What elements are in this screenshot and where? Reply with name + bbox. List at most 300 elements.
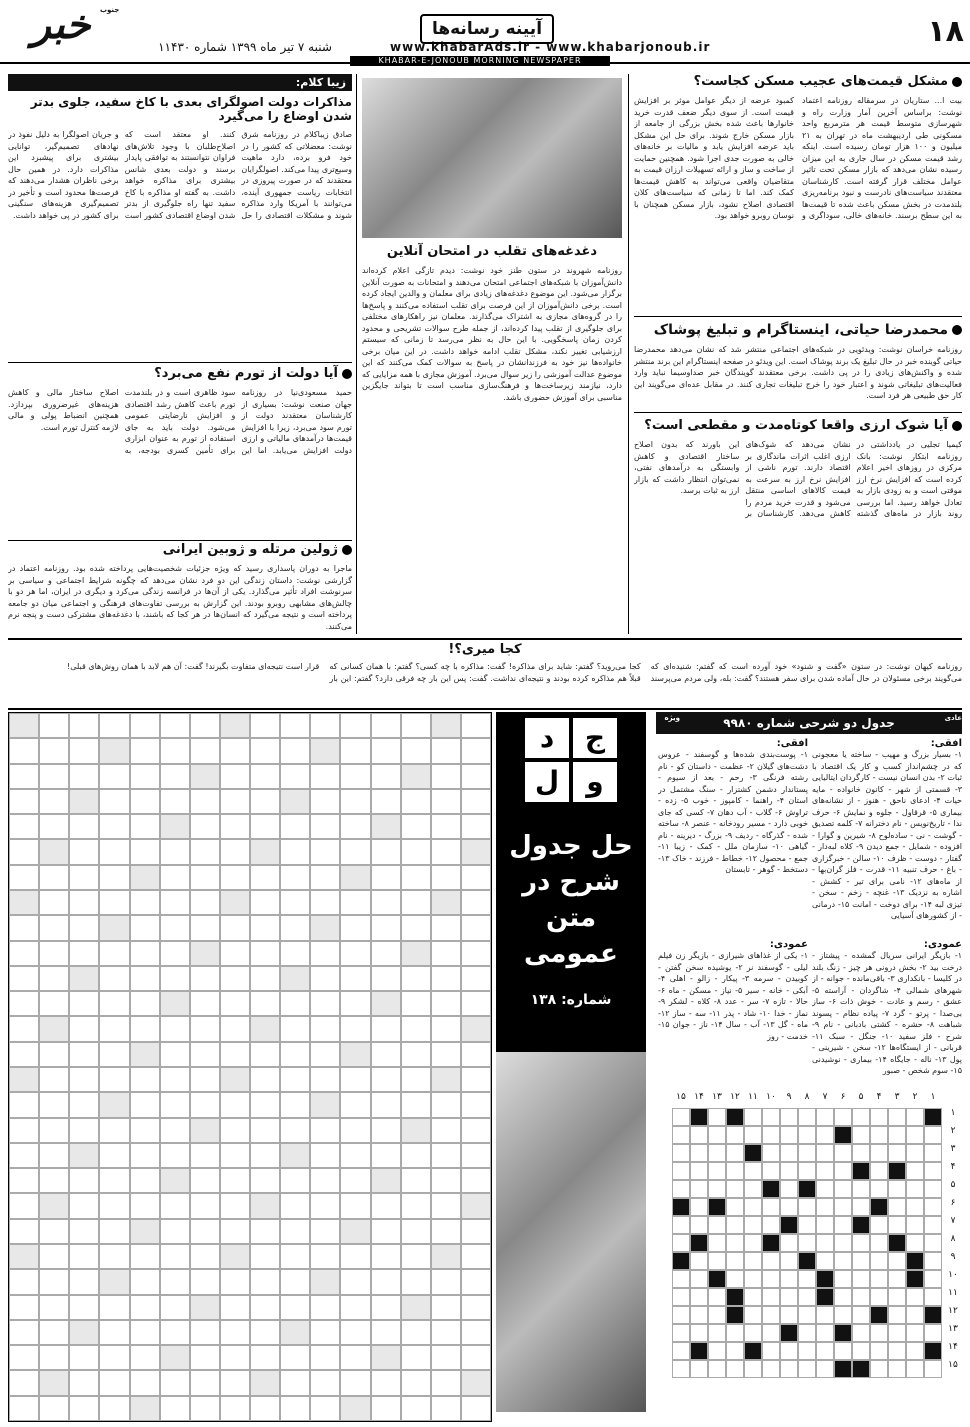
crossword-cell[interactable] <box>401 1396 431 1421</box>
crossword-cell[interactable] <box>834 1288 852 1306</box>
crossword-cell[interactable] <box>130 1092 160 1117</box>
crossword-cell[interactable] <box>190 1042 220 1067</box>
crossword-cell[interactable] <box>762 1306 780 1324</box>
website-links[interactable]: www.khabarAds.ir - www.khabarjonoub.ir <box>390 40 711 54</box>
crossword-cell[interactable] <box>220 814 250 839</box>
crossword-cell[interactable] <box>250 1345 280 1370</box>
crossword-cell[interactable] <box>834 1234 852 1252</box>
crossword-cell[interactable] <box>130 1370 160 1395</box>
crossword-cell[interactable] <box>924 1360 942 1378</box>
crossword-cell[interactable] <box>99 839 129 864</box>
crossword-cell[interactable] <box>852 1252 870 1270</box>
crossword-cell[interactable] <box>190 713 220 738</box>
crossword-cell[interactable] <box>160 1244 190 1269</box>
crossword-cell[interactable] <box>220 1370 250 1395</box>
crossword-cell[interactable] <box>708 1360 726 1378</box>
crossword-cell[interactable] <box>401 789 431 814</box>
crossword-cell[interactable] <box>401 1320 431 1345</box>
crossword-cell[interactable] <box>130 814 160 839</box>
crossword-cell[interactable] <box>870 1126 888 1144</box>
crossword-cell[interactable] <box>39 915 69 940</box>
crossword-cell[interactable] <box>798 1108 816 1126</box>
crossword-cell[interactable] <box>190 1345 220 1370</box>
crossword-cell[interactable] <box>780 1108 798 1126</box>
crossword-cell[interactable] <box>401 1345 431 1370</box>
crossword-cell[interactable] <box>220 1168 250 1193</box>
crossword-cell[interactable] <box>816 1180 834 1198</box>
crossword-cell[interactable] <box>852 1342 870 1360</box>
crossword-cell[interactable] <box>160 941 190 966</box>
crossword-cell[interactable] <box>69 1042 99 1067</box>
crossword-cell[interactable] <box>461 1396 491 1421</box>
crossword-cell[interactable] <box>160 1396 190 1421</box>
crossword-cell[interactable] <box>99 1244 129 1269</box>
crossword-cell[interactable] <box>340 1092 370 1117</box>
crossword-cell[interactable] <box>690 1270 708 1288</box>
crossword-cell[interactable] <box>190 890 220 915</box>
crossword-cell[interactable] <box>220 1396 250 1421</box>
crossword-cell[interactable] <box>250 814 280 839</box>
crossword-cell[interactable] <box>431 991 461 1016</box>
crossword-cell[interactable] <box>220 1269 250 1294</box>
crossword-cell[interactable] <box>762 1288 780 1306</box>
crossword-cell[interactable] <box>461 865 491 890</box>
crossword-cell[interactable] <box>870 1360 888 1378</box>
crossword-cell[interactable] <box>280 738 310 763</box>
crossword-cell[interactable] <box>726 1144 744 1162</box>
crossword-cell[interactable] <box>401 1042 431 1067</box>
crossword-cell[interactable] <box>130 789 160 814</box>
crossword-cell[interactable] <box>834 1162 852 1180</box>
crossword-cell[interactable] <box>340 1143 370 1168</box>
crossword-cell[interactable] <box>190 1219 220 1244</box>
crossword-cell[interactable] <box>834 1306 852 1324</box>
crossword-cell[interactable] <box>762 1252 780 1270</box>
crossword-cell[interactable] <box>888 1288 906 1306</box>
crossword-cell[interactable] <box>690 1306 708 1324</box>
crossword-cell[interactable] <box>461 1067 491 1092</box>
crossword-cell[interactable] <box>39 1345 69 1370</box>
crossword-cell[interactable] <box>99 1168 129 1193</box>
crossword-grid[interactable] <box>656 1092 962 1422</box>
crossword-cell[interactable] <box>280 764 310 789</box>
crossword-cell[interactable] <box>9 1345 39 1370</box>
crossword-cell[interactable] <box>9 1295 39 1320</box>
crossword-cell[interactable] <box>888 1342 906 1360</box>
crossword-cell[interactable] <box>250 789 280 814</box>
crossword-cell[interactable] <box>798 1360 816 1378</box>
crossword-cell[interactable] <box>340 1269 370 1294</box>
crossword-cell[interactable] <box>250 738 280 763</box>
crossword-cell[interactable] <box>888 1144 906 1162</box>
crossword-cell[interactable] <box>250 1219 280 1244</box>
crossword-cell[interactable] <box>160 1016 190 1041</box>
crossword-cell[interactable] <box>780 1360 798 1378</box>
crossword-cell[interactable] <box>310 941 340 966</box>
crossword-cell[interactable] <box>461 1168 491 1193</box>
crossword-cell[interactable] <box>130 713 160 738</box>
crossword-cell[interactable] <box>9 1219 39 1244</box>
crossword-cell[interactable] <box>190 1168 220 1193</box>
crossword-cell[interactable] <box>726 1126 744 1144</box>
crossword-cell[interactable] <box>220 1042 250 1067</box>
crossword-cell[interactable] <box>190 1067 220 1092</box>
crossword-cell[interactable] <box>130 1143 160 1168</box>
crossword-cell[interactable] <box>190 991 220 1016</box>
crossword-cell[interactable] <box>431 738 461 763</box>
crossword-cell[interactable] <box>220 1118 250 1143</box>
crossword-cell[interactable] <box>744 1252 762 1270</box>
crossword-cell[interactable] <box>9 789 39 814</box>
crossword-cell[interactable] <box>280 991 310 1016</box>
crossword-cell[interactable] <box>130 1345 160 1370</box>
crossword-cell[interactable] <box>250 1118 280 1143</box>
crossword-cell[interactable] <box>924 1180 942 1198</box>
crossword-cell[interactable] <box>401 1168 431 1193</box>
crossword-cell[interactable] <box>69 1016 99 1041</box>
crossword-cell[interactable] <box>69 941 99 966</box>
crossword-cell[interactable] <box>250 915 280 940</box>
crossword-cell[interactable] <box>816 1144 834 1162</box>
crossword-cell[interactable] <box>816 1234 834 1252</box>
crossword-cell[interactable] <box>834 1180 852 1198</box>
crossword-cell[interactable] <box>708 1324 726 1342</box>
crossword-cell[interactable] <box>834 1342 852 1360</box>
crossword-cell[interactable] <box>924 1162 942 1180</box>
crossword-cell[interactable] <box>190 789 220 814</box>
crossword-cell[interactable] <box>250 1168 280 1193</box>
crossword-cell[interactable] <box>726 1198 744 1216</box>
crossword-cell[interactable] <box>340 1016 370 1041</box>
crossword-cell[interactable] <box>310 1370 340 1395</box>
crossword-cell[interactable] <box>340 814 370 839</box>
crossword-cell[interactable] <box>371 1269 401 1294</box>
crossword-cell[interactable] <box>310 1345 340 1370</box>
crossword-cell[interactable] <box>190 1092 220 1117</box>
crossword-cell[interactable] <box>690 1360 708 1378</box>
crossword-cell[interactable] <box>9 1168 39 1193</box>
crossword-cell[interactable] <box>160 1042 190 1067</box>
crossword-cell[interactable] <box>461 890 491 915</box>
crossword-cell[interactable] <box>672 1180 690 1198</box>
crossword-cell[interactable] <box>726 1360 744 1378</box>
crossword-cell[interactable] <box>340 839 370 864</box>
crossword-cell[interactable] <box>69 1219 99 1244</box>
crossword-cell[interactable] <box>888 1108 906 1126</box>
crossword-cell[interactable] <box>280 1219 310 1244</box>
crossword-cell[interactable] <box>906 1324 924 1342</box>
crossword-cell[interactable] <box>798 1342 816 1360</box>
crossword-cell[interactable] <box>39 1118 69 1143</box>
crossword-cell[interactable] <box>371 738 401 763</box>
crossword-cell[interactable] <box>39 1295 69 1320</box>
crossword-cell[interactable] <box>130 1244 160 1269</box>
crossword-cell[interactable] <box>798 1324 816 1342</box>
crossword-cell[interactable] <box>220 991 250 1016</box>
crossword-cell[interactable] <box>924 1126 942 1144</box>
crossword-cell[interactable] <box>780 1342 798 1360</box>
crossword-cell[interactable] <box>190 1244 220 1269</box>
crossword-cell[interactable] <box>9 966 39 991</box>
crossword-cell[interactable] <box>906 1162 924 1180</box>
crossword-cell[interactable] <box>130 890 160 915</box>
crossword-cell[interactable] <box>69 713 99 738</box>
crossword-cell[interactable] <box>69 1168 99 1193</box>
crossword-cell[interactable] <box>99 1396 129 1421</box>
crossword-cell[interactable] <box>744 1180 762 1198</box>
crossword-cell[interactable] <box>798 1306 816 1324</box>
crossword-cell[interactable] <box>310 966 340 991</box>
crossword-cell[interactable] <box>250 1295 280 1320</box>
crossword-cell[interactable] <box>340 966 370 991</box>
crossword-cell[interactable] <box>9 915 39 940</box>
crossword-cell[interactable] <box>852 1234 870 1252</box>
crossword-cell[interactable] <box>431 1295 461 1320</box>
crossword-cell[interactable] <box>780 1162 798 1180</box>
crossword-cell[interactable] <box>39 1067 69 1092</box>
crossword-cell[interactable] <box>310 1168 340 1193</box>
crossword-cell[interactable] <box>340 1193 370 1218</box>
crossword-cell[interactable] <box>672 1216 690 1234</box>
crossword-cell[interactable] <box>708 1216 726 1234</box>
crossword-cell[interactable] <box>401 1067 431 1092</box>
crossword-cell[interactable] <box>906 1234 924 1252</box>
crossword-cell[interactable] <box>798 1216 816 1234</box>
crossword-cell[interactable] <box>461 789 491 814</box>
crossword-cell[interactable] <box>69 839 99 864</box>
crossword-cell[interactable] <box>401 966 431 991</box>
crossword-cell[interactable] <box>401 991 431 1016</box>
crossword-cell[interactable] <box>340 1295 370 1320</box>
crossword-cell[interactable] <box>906 1198 924 1216</box>
crossword-cell[interactable] <box>401 1143 431 1168</box>
crossword-cell[interactable] <box>744 1360 762 1378</box>
crossword-cell[interactable] <box>9 1118 39 1143</box>
crossword-cell[interactable] <box>99 1143 129 1168</box>
crossword-cell[interactable] <box>69 764 99 789</box>
crossword-cell[interactable] <box>371 1295 401 1320</box>
crossword-cell[interactable] <box>190 865 220 890</box>
crossword-cell[interactable] <box>816 1252 834 1270</box>
crossword-cell[interactable] <box>250 1320 280 1345</box>
crossword-cell[interactable] <box>130 1269 160 1294</box>
crossword-cell[interactable] <box>310 865 340 890</box>
crossword-cell[interactable] <box>9 991 39 1016</box>
crossword-cell[interactable] <box>726 1180 744 1198</box>
crossword-cell[interactable] <box>371 839 401 864</box>
crossword-cell[interactable] <box>672 1162 690 1180</box>
crossword-cell[interactable] <box>190 1016 220 1041</box>
crossword-cell[interactable] <box>250 764 280 789</box>
crossword-cell[interactable] <box>280 941 310 966</box>
crossword-cell[interactable] <box>708 1162 726 1180</box>
crossword-cell[interactable] <box>39 1269 69 1294</box>
crossword-cell[interactable] <box>160 915 190 940</box>
crossword-cell[interactable] <box>220 1092 250 1117</box>
crossword-cell[interactable] <box>798 1144 816 1162</box>
crossword-cell[interactable] <box>816 1306 834 1324</box>
crossword-cell[interactable] <box>672 1324 690 1342</box>
crossword-cell[interactable] <box>690 1288 708 1306</box>
crossword-cell[interactable] <box>852 1324 870 1342</box>
crossword-cell[interactable] <box>816 1360 834 1378</box>
crossword-cell[interactable] <box>816 1108 834 1126</box>
crossword-cell[interactable] <box>744 1216 762 1234</box>
crossword-cell[interactable] <box>9 839 39 864</box>
crossword-cell[interactable] <box>762 1216 780 1234</box>
crossword-cell[interactable] <box>708 1144 726 1162</box>
crossword-cell[interactable] <box>744 1306 762 1324</box>
crossword-cell[interactable] <box>834 1198 852 1216</box>
crossword-cell[interactable] <box>690 1252 708 1270</box>
crossword-cell[interactable] <box>870 1180 888 1198</box>
crossword-cell[interactable] <box>340 789 370 814</box>
crossword-cell[interactable] <box>924 1198 942 1216</box>
crossword-cell[interactable] <box>250 1396 280 1421</box>
crossword-cell[interactable] <box>130 738 160 763</box>
crossword-cell[interactable] <box>99 890 129 915</box>
crossword-cell[interactable] <box>672 1270 690 1288</box>
crossword-cell[interactable] <box>69 1370 99 1395</box>
crossword-cell[interactable] <box>310 839 340 864</box>
crossword-cell[interactable] <box>310 1219 340 1244</box>
crossword-cell[interactable] <box>744 1324 762 1342</box>
crossword-cell[interactable] <box>834 1270 852 1288</box>
crossword-cell[interactable] <box>726 1342 744 1360</box>
crossword-cell[interactable] <box>431 1016 461 1041</box>
crossword-cell[interactable] <box>401 865 431 890</box>
crossword-cell[interactable] <box>431 1320 461 1345</box>
crossword-cell[interactable] <box>220 1320 250 1345</box>
crossword-cell[interactable] <box>431 789 461 814</box>
crossword-cell[interactable] <box>280 1118 310 1143</box>
crossword-cell[interactable] <box>99 713 129 738</box>
crossword-cell[interactable] <box>190 1143 220 1168</box>
crossword-cell[interactable] <box>708 1180 726 1198</box>
crossword-cell[interactable] <box>780 1234 798 1252</box>
crossword-cell[interactable] <box>310 1193 340 1218</box>
crossword-cell[interactable] <box>39 789 69 814</box>
crossword-cell[interactable] <box>870 1216 888 1234</box>
crossword-cell[interactable] <box>690 1324 708 1342</box>
crossword-cell[interactable] <box>924 1144 942 1162</box>
crossword-cell[interactable] <box>190 1370 220 1395</box>
crossword-cell[interactable] <box>310 1320 340 1345</box>
crossword-cell[interactable] <box>431 1193 461 1218</box>
crossword-cell[interactable] <box>130 839 160 864</box>
crossword-cell[interactable] <box>726 1234 744 1252</box>
crossword-cell[interactable] <box>816 1216 834 1234</box>
crossword-cell[interactable] <box>401 1370 431 1395</box>
crossword-cell[interactable] <box>310 1042 340 1067</box>
crossword-cell[interactable] <box>762 1126 780 1144</box>
crossword-cell[interactable] <box>280 839 310 864</box>
crossword-cell[interactable] <box>744 1270 762 1288</box>
crossword-cell[interactable] <box>130 941 160 966</box>
crossword-cell[interactable] <box>888 1270 906 1288</box>
crossword-cell[interactable] <box>250 966 280 991</box>
crossword-cell[interactable] <box>371 1016 401 1041</box>
crossword-cell[interactable] <box>130 966 160 991</box>
crossword-cell[interactable] <box>130 1295 160 1320</box>
crossword-cell[interactable] <box>340 738 370 763</box>
crossword-cell[interactable] <box>220 1219 250 1244</box>
crossword-cell[interactable] <box>690 1216 708 1234</box>
crossword-cell[interactable] <box>220 764 250 789</box>
crossword-cell[interactable] <box>160 713 190 738</box>
crossword-cell[interactable] <box>431 1042 461 1067</box>
crossword-cell[interactable] <box>99 966 129 991</box>
crossword-cell[interactable] <box>852 1108 870 1126</box>
crossword-cell[interactable] <box>99 1016 129 1041</box>
crossword-cell[interactable] <box>672 1288 690 1306</box>
crossword-cell[interactable] <box>39 1396 69 1421</box>
crossword-cell[interactable] <box>744 1126 762 1144</box>
crossword-cell[interactable] <box>99 865 129 890</box>
crossword-cell[interactable] <box>726 1162 744 1180</box>
crossword-cell[interactable] <box>371 915 401 940</box>
crossword-cell[interactable] <box>99 991 129 1016</box>
crossword-cell[interactable] <box>250 991 280 1016</box>
crossword-cell[interactable] <box>371 1193 401 1218</box>
crossword-cell[interactable] <box>762 1360 780 1378</box>
crossword-cell[interactable] <box>870 1108 888 1126</box>
crossword-cell[interactable] <box>160 1143 190 1168</box>
crossword-cell[interactable] <box>924 1288 942 1306</box>
crossword-cell[interactable] <box>906 1216 924 1234</box>
crossword-cell[interactable] <box>250 865 280 890</box>
crossword-cell[interactable] <box>431 1345 461 1370</box>
crossword-cell[interactable] <box>726 1324 744 1342</box>
crossword-cell[interactable] <box>690 1144 708 1162</box>
crossword-cell[interactable] <box>371 1370 401 1395</box>
crossword-cell[interactable] <box>461 1042 491 1067</box>
crossword-cell[interactable] <box>190 966 220 991</box>
crossword-cell[interactable] <box>9 1269 39 1294</box>
crossword-cell[interactable] <box>99 1320 129 1345</box>
crossword-cell[interactable] <box>190 915 220 940</box>
crossword-cell[interactable] <box>160 1320 190 1345</box>
crossword-cell[interactable] <box>431 1219 461 1244</box>
crossword-cell[interactable] <box>160 789 190 814</box>
crossword-cell[interactable] <box>461 1092 491 1117</box>
crossword-cell[interactable] <box>924 1252 942 1270</box>
crossword-cell[interactable] <box>461 713 491 738</box>
crossword-cell[interactable] <box>906 1306 924 1324</box>
crossword-cell[interactable] <box>160 764 190 789</box>
crossword-cell[interactable] <box>798 1234 816 1252</box>
crossword-cell[interactable] <box>762 1270 780 1288</box>
crossword-cell[interactable] <box>672 1108 690 1126</box>
crossword-cell[interactable] <box>69 1244 99 1269</box>
crossword-cell[interactable] <box>69 1118 99 1143</box>
crossword-cell[interactable] <box>160 1193 190 1218</box>
crossword-cell[interactable] <box>401 713 431 738</box>
crossword-cell[interactable] <box>816 1342 834 1360</box>
crossword-cell[interactable] <box>461 1295 491 1320</box>
crossword-cell[interactable] <box>762 1342 780 1360</box>
crossword-cell[interactable] <box>708 1306 726 1324</box>
crossword-cell[interactable] <box>834 1144 852 1162</box>
crossword-cell[interactable] <box>220 1016 250 1041</box>
crossword-cell[interactable] <box>371 1143 401 1168</box>
crossword-cell[interactable] <box>888 1198 906 1216</box>
crossword-cell[interactable] <box>461 941 491 966</box>
crossword-cell[interactable] <box>160 738 190 763</box>
crossword-cell[interactable] <box>870 1144 888 1162</box>
crossword-cell[interactable] <box>780 1252 798 1270</box>
crossword-cell[interactable] <box>39 738 69 763</box>
